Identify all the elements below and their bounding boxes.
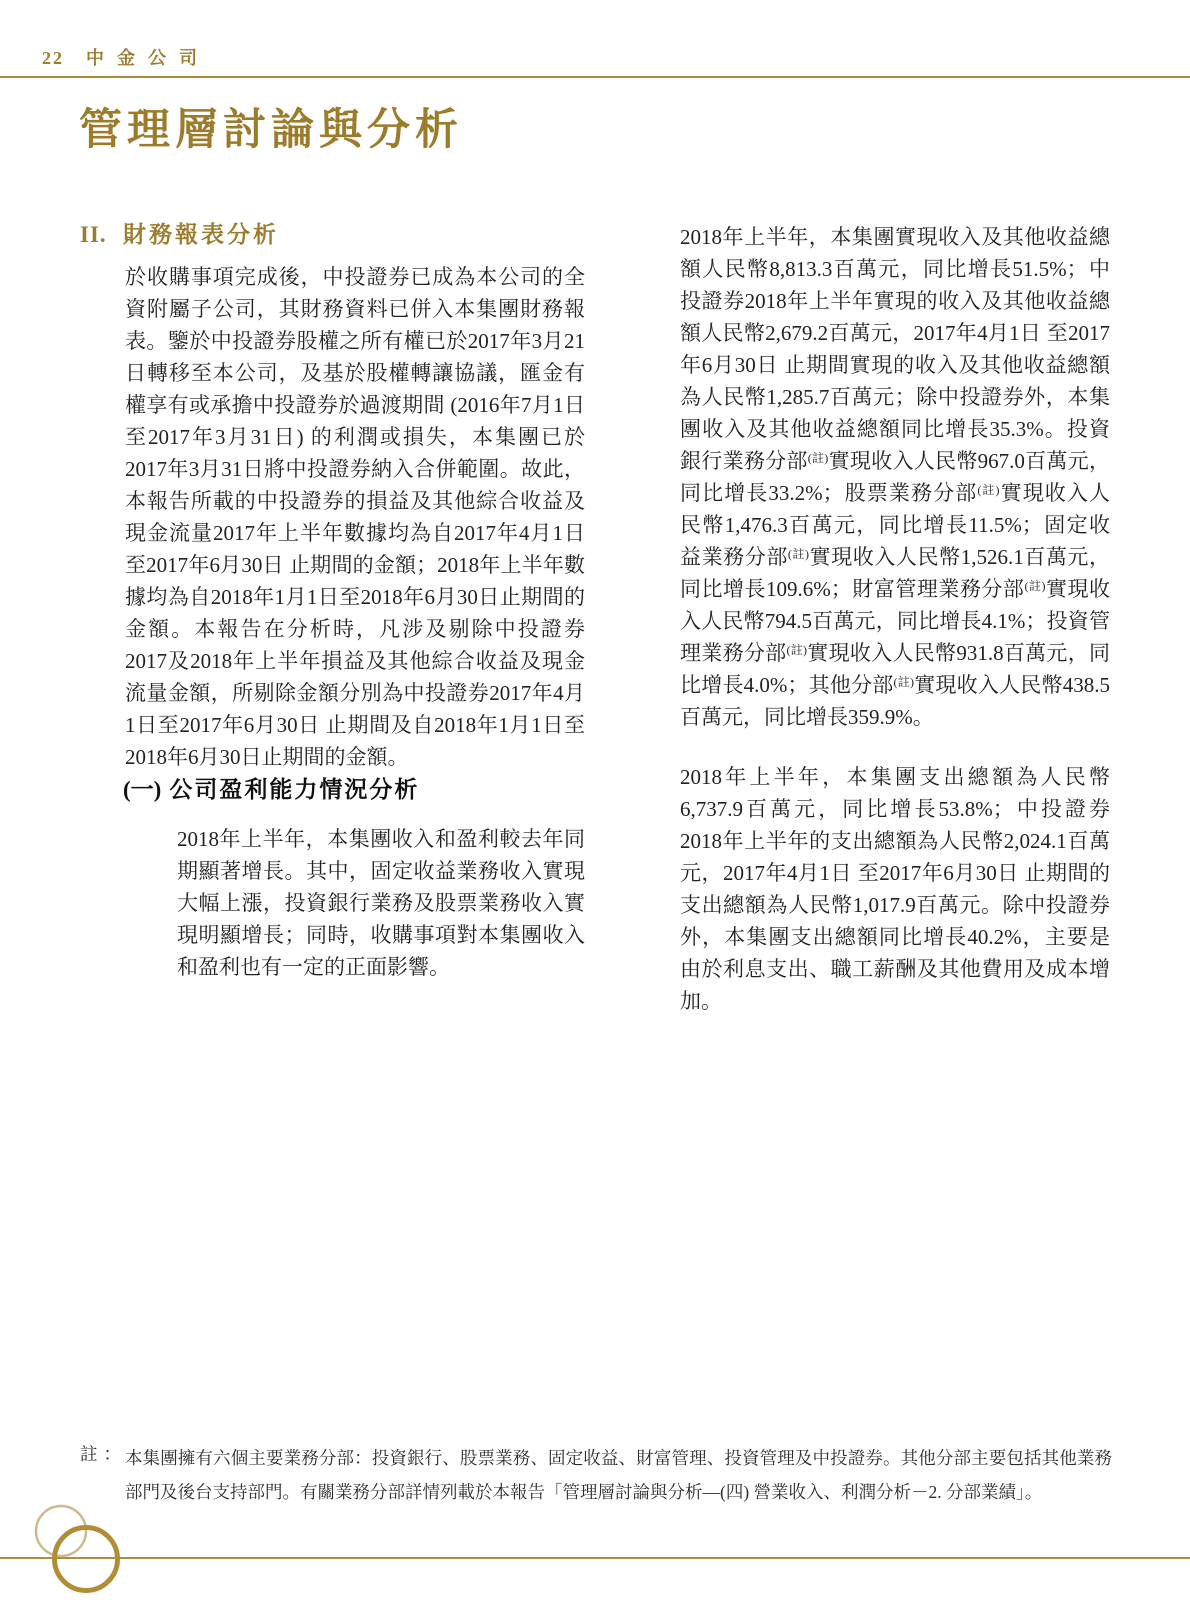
subsection-number: (一) xyxy=(123,777,162,802)
overlapping-circles-decoration-icon xyxy=(28,1498,168,1608)
subsection-heading xyxy=(123,771,419,804)
subsection-title: 公司盈利能力情況分析 xyxy=(169,777,420,802)
footer-rule xyxy=(0,1557,1190,1559)
section-title: 財務報表分析 xyxy=(123,222,279,247)
page-title: 管理層討論與分析 xyxy=(79,107,463,154)
light-circle-icon xyxy=(36,1506,86,1556)
section-heading xyxy=(80,216,279,249)
consolidation-paragraph: 於收購事項完成後，中投證券已成為本公司的全資附屬子公司，其財務資料已併入本集團財務報表。鑒於中投證券股權之所有權已於2017年3月21日轉移至本公司，及基於股權轉讓協議，匯金有權享有或承擔中投證券於過渡期間 (2016年7月1日至2017年3月31日) 的利潤或損失，本集團已於2017年3月31日將中投證券納入合併範圍。故此，本報告所載的中投證券的損益及其他綜合收益及現金流量2017年上半年數據均為自2017年4月1日 至2017年6月30日 止期間的金額；2018年上半年數據均為自2018年1月1日至2018年6月30日止期間的金額。本報告在分析時，凡涉及剔除中投證券2017及2018年上半年損益及其他綜合收益及現金流量金額，所剔除金額分別為中投證券2017年4月1日至2017年6月30日 止期間及自2018年1月1日至2018年6月30日止期間的金額。 xyxy=(125,265,585,769)
page-header xyxy=(42,44,210,70)
company-name: 中金公司 xyxy=(86,48,210,68)
footnote-text: 本集團擁有六個主要業務分部：投資銀行、股票業務、固定收益、財富管理、投資管理及中投證券。其他分部主要包括其他業務部門及後台支持部門。有關業務分部詳情列載於本報告「管理層討論與分析—(四) 營業收入、利潤分析－2. 分部業績」。 xyxy=(125,1448,1112,1502)
footnote-label: 註： xyxy=(80,1444,127,1464)
revenue-paragraph: 2018年上半年，本集團實現收入及其他收益總額人民幣8,813.3百萬元，同比增長51.5%；中投證券2018年上半年實現的收入及其他收益總額人民幣2,679.2百萬元，2017年4月1日 至2017年6月30日 止期間實現的收入及其他收益總額為人民幣1,285.7百萬元；除中投證券外，本集團收入及其他收益總額同比增長35.3%。投資銀行業務分部$^{(註)}$實現收入人民幣967.0百萬元，同比增長33.2%；股票業務分部$^{(註)}$實現收入人民幣1,476.3百萬元，同比增長11.5%；固定收益業務分部$^{(註)}$實現收入人民幣1,526.1百萬元，同比增長109.6%；財富管理業務分部$^{(註)}$實現收入人民幣794.5百萬元，同比增長4.1%；投資管理業務分部$^{(註)}$實現收入人民幣931.8百萬元，同比增長4.0%；其他分部$^{(註)}$實現收入人民幣438.5百萬元，同比增長359.9%。 xyxy=(680,225,1111,729)
expense-paragraph: 2018年上半年，本集團支出總額為人民幣6,737.9百萬元，同比增長53.8%；中投證券2018年上半年的支出總額為人民幣2,024.1百萬元，2017年4月1日 至2017年6月30日 止期間的支出總額為人民幣1,017.9百萬元。除中投證券外，本集團支出總額同比增長40.2%，主要是由於利息支出、職工薪酬及其他費用及成本增加。 xyxy=(680,765,1110,1013)
profitability-paragraph: 2018年上半年，本集團收入和盈利較去年同期顯著增長。其中，固定收益業務收入實現大幅上漲，投資銀行業務及股票業務收入實現明顯增長；同時，收購事項對本集團收入和盈利也有一定的正面影響。 xyxy=(177,827,585,979)
section-number: II. xyxy=(80,222,107,247)
page-number: 22 xyxy=(42,48,64,68)
header-rule xyxy=(0,76,1190,78)
